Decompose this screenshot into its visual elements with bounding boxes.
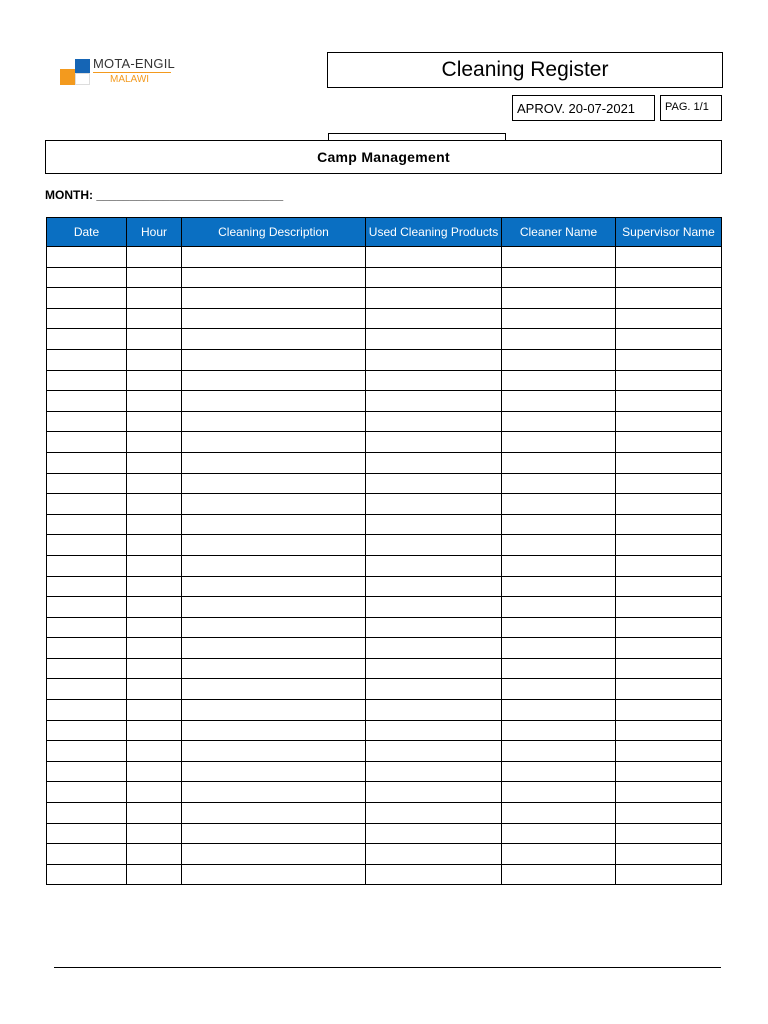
products-cell	[366, 555, 502, 576]
hour-cell	[127, 823, 182, 844]
company-logo	[60, 56, 180, 92]
products-cell	[366, 720, 502, 741]
table-row	[47, 658, 722, 679]
products-cell	[366, 597, 502, 618]
hour-cell	[127, 473, 182, 494]
date-cell	[47, 658, 127, 679]
table-row	[47, 452, 722, 473]
date-cell	[47, 370, 127, 391]
products-cell	[366, 452, 502, 473]
supervisor-cell	[616, 514, 722, 535]
table-row	[47, 267, 722, 288]
description-cell	[182, 514, 366, 535]
hour-cell	[127, 617, 182, 638]
cleaner-cell	[502, 679, 616, 700]
hour-cell	[127, 700, 182, 721]
date-cell	[47, 514, 127, 535]
logo-name: MOTA-ENGIL	[93, 56, 175, 71]
logo-square-orange	[60, 69, 75, 85]
table-row	[47, 597, 722, 618]
table-row	[47, 576, 722, 597]
date-cell	[47, 844, 127, 865]
supervisor-cell	[616, 597, 722, 618]
description-cell	[182, 844, 366, 865]
date-cell	[47, 329, 127, 350]
cleaner-cell	[502, 247, 616, 268]
supervisor-cell	[616, 267, 722, 288]
table-row	[47, 844, 722, 865]
cleaner-cell	[502, 761, 616, 782]
supervisor-cell	[616, 494, 722, 515]
table-row	[47, 823, 722, 844]
products-cell	[366, 700, 502, 721]
description-cell	[182, 247, 366, 268]
supervisor-cell	[616, 391, 722, 412]
products-cell	[366, 679, 502, 700]
hour-cell	[127, 267, 182, 288]
cleaner-cell	[502, 391, 616, 412]
supervisor-cell	[616, 473, 722, 494]
approval-date: APROV. 20-07-2021	[512, 95, 655, 121]
products-cell	[366, 514, 502, 535]
cleaner-cell	[502, 782, 616, 803]
cleaner-cell	[502, 473, 616, 494]
date-cell	[47, 494, 127, 515]
cleaner-cell	[502, 308, 616, 329]
column-header-hour: Hour	[127, 218, 182, 247]
products-cell	[366, 617, 502, 638]
description-cell	[182, 432, 366, 453]
description-cell	[182, 638, 366, 659]
date-cell	[47, 576, 127, 597]
date-cell	[47, 349, 127, 370]
hour-cell	[127, 329, 182, 350]
supervisor-cell	[616, 555, 722, 576]
table-row	[47, 494, 722, 515]
description-cell	[182, 720, 366, 741]
cleaner-cell	[502, 638, 616, 659]
page-number: PAG. 1/1	[660, 95, 722, 121]
hour-cell	[127, 452, 182, 473]
hour-cell	[127, 658, 182, 679]
hour-cell	[127, 370, 182, 391]
logo-square-blue	[75, 59, 90, 73]
hour-cell	[127, 247, 182, 268]
description-cell	[182, 288, 366, 309]
cleaner-cell	[502, 494, 616, 515]
supervisor-cell	[616, 247, 722, 268]
logo-square-white	[75, 73, 90, 85]
supervisor-cell	[616, 411, 722, 432]
supervisor-cell	[616, 782, 722, 803]
date-cell	[47, 782, 127, 803]
date-cell	[47, 803, 127, 824]
supervisor-cell	[616, 329, 722, 350]
cleaner-cell	[502, 597, 616, 618]
products-cell	[366, 247, 502, 268]
table-row	[47, 349, 722, 370]
logo-subtitle: MALAWI	[110, 74, 150, 85]
column-header-date: Date	[47, 218, 127, 247]
table-row	[47, 432, 722, 453]
date-cell	[47, 411, 127, 432]
column-header-cleaner-name: Cleaner Name	[502, 218, 616, 247]
hour-cell	[127, 514, 182, 535]
table-row	[47, 679, 722, 700]
description-cell	[182, 329, 366, 350]
table-body	[47, 247, 722, 885]
cleaner-cell	[502, 720, 616, 741]
supervisor-cell	[616, 864, 722, 885]
supervisor-cell	[616, 452, 722, 473]
table-row	[47, 864, 722, 885]
description-cell	[182, 535, 366, 556]
description-cell	[182, 555, 366, 576]
month-field: MONTH: ____________________________	[45, 188, 284, 202]
supervisor-cell	[616, 617, 722, 638]
supervisor-cell	[616, 288, 722, 309]
hour-cell	[127, 679, 182, 700]
cleaner-cell	[502, 617, 616, 638]
products-cell	[366, 741, 502, 762]
description-cell	[182, 267, 366, 288]
description-cell	[182, 308, 366, 329]
date-cell	[47, 823, 127, 844]
date-cell	[47, 391, 127, 412]
date-cell	[47, 679, 127, 700]
date-cell	[47, 247, 127, 268]
date-cell	[47, 452, 127, 473]
products-cell	[366, 432, 502, 453]
supervisor-cell	[616, 720, 722, 741]
products-cell	[366, 844, 502, 865]
date-cell	[47, 761, 127, 782]
document-title: Cleaning Register	[327, 52, 723, 88]
description-cell	[182, 803, 366, 824]
description-cell	[182, 823, 366, 844]
hour-cell	[127, 432, 182, 453]
table-row	[47, 391, 722, 412]
table-row	[47, 638, 722, 659]
table-row	[47, 514, 722, 535]
cleaner-cell	[502, 411, 616, 432]
table-row	[47, 535, 722, 556]
date-cell	[47, 638, 127, 659]
hour-cell	[127, 576, 182, 597]
description-cell	[182, 700, 366, 721]
column-header-used-cleaning-products: Used Cleaning Products	[366, 218, 502, 247]
date-cell	[47, 473, 127, 494]
products-cell	[366, 638, 502, 659]
supervisor-cell	[616, 349, 722, 370]
cleaner-cell	[502, 514, 616, 535]
products-cell	[366, 288, 502, 309]
products-cell	[366, 494, 502, 515]
table-row	[47, 329, 722, 350]
cleaner-cell	[502, 844, 616, 865]
products-cell	[366, 658, 502, 679]
supervisor-cell	[616, 741, 722, 762]
description-cell	[182, 391, 366, 412]
products-cell	[366, 864, 502, 885]
hour-cell	[127, 844, 182, 865]
cleaner-cell	[502, 329, 616, 350]
cleaner-cell	[502, 267, 616, 288]
description-cell	[182, 494, 366, 515]
supervisor-cell	[616, 803, 722, 824]
logo-divider	[93, 72, 171, 73]
hour-cell	[127, 782, 182, 803]
hour-cell	[127, 864, 182, 885]
description-cell	[182, 741, 366, 762]
table-row	[47, 803, 722, 824]
hour-cell	[127, 349, 182, 370]
section-title: Camp Management	[45, 140, 722, 174]
footer-divider	[54, 967, 721, 968]
cleaner-cell	[502, 452, 616, 473]
table-header-row	[47, 218, 722, 247]
hour-cell	[127, 803, 182, 824]
description-cell	[182, 452, 366, 473]
hour-cell	[127, 391, 182, 412]
table-row	[47, 555, 722, 576]
cleaner-cell	[502, 864, 616, 885]
date-cell	[47, 617, 127, 638]
table-row	[47, 782, 722, 803]
description-cell	[182, 761, 366, 782]
table-row	[47, 700, 722, 721]
cleaner-cell	[502, 803, 616, 824]
table-row	[47, 761, 722, 782]
cleaner-cell	[502, 349, 616, 370]
products-cell	[366, 535, 502, 556]
date-cell	[47, 597, 127, 618]
cleaner-cell	[502, 823, 616, 844]
products-cell	[366, 349, 502, 370]
hour-cell	[127, 411, 182, 432]
products-cell	[366, 391, 502, 412]
supervisor-cell	[616, 844, 722, 865]
table-row	[47, 411, 722, 432]
table-row	[47, 370, 722, 391]
date-cell	[47, 308, 127, 329]
cleaner-cell	[502, 658, 616, 679]
column-header-cleaning-description: Cleaning Description	[182, 218, 366, 247]
date-cell	[47, 720, 127, 741]
hour-cell	[127, 494, 182, 515]
description-cell	[182, 576, 366, 597]
products-cell	[366, 803, 502, 824]
cleaner-cell	[502, 555, 616, 576]
products-cell	[366, 329, 502, 350]
description-cell	[182, 370, 366, 391]
description-cell	[182, 617, 366, 638]
supervisor-cell	[616, 823, 722, 844]
description-cell	[182, 679, 366, 700]
date-cell	[47, 267, 127, 288]
products-cell	[366, 411, 502, 432]
supervisor-cell	[616, 432, 722, 453]
supervisor-cell	[616, 370, 722, 391]
supervisor-cell	[616, 535, 722, 556]
products-cell	[366, 473, 502, 494]
date-cell	[47, 288, 127, 309]
table-row	[47, 617, 722, 638]
supervisor-cell	[616, 638, 722, 659]
cleaner-cell	[502, 700, 616, 721]
date-cell	[47, 864, 127, 885]
date-cell	[47, 535, 127, 556]
hour-cell	[127, 535, 182, 556]
date-cell	[47, 741, 127, 762]
hour-cell	[127, 761, 182, 782]
hour-cell	[127, 638, 182, 659]
cleaner-cell	[502, 288, 616, 309]
table-row	[47, 720, 722, 741]
hour-cell	[127, 308, 182, 329]
cleaner-cell	[502, 576, 616, 597]
supervisor-cell	[616, 658, 722, 679]
table-row	[47, 288, 722, 309]
cleaner-cell	[502, 535, 616, 556]
date-cell	[47, 555, 127, 576]
supervisor-cell	[616, 761, 722, 782]
products-cell	[366, 782, 502, 803]
description-cell	[182, 597, 366, 618]
products-cell	[366, 823, 502, 844]
cleaner-cell	[502, 741, 616, 762]
date-cell	[47, 432, 127, 453]
cleaner-cell	[502, 370, 616, 391]
description-cell	[182, 411, 366, 432]
hour-cell	[127, 720, 182, 741]
hour-cell	[127, 555, 182, 576]
table-row	[47, 473, 722, 494]
products-cell	[366, 576, 502, 597]
products-cell	[366, 267, 502, 288]
description-cell	[182, 658, 366, 679]
products-cell	[366, 761, 502, 782]
hour-cell	[127, 741, 182, 762]
table-row	[47, 741, 722, 762]
description-cell	[182, 349, 366, 370]
supervisor-cell	[616, 700, 722, 721]
description-cell	[182, 864, 366, 885]
cleaner-cell	[502, 432, 616, 453]
cleaning-register-table	[46, 217, 722, 885]
description-cell	[182, 782, 366, 803]
description-cell	[182, 473, 366, 494]
column-header-supervisor-name: Supervisor Name	[616, 218, 722, 247]
hour-cell	[127, 288, 182, 309]
table-row	[47, 308, 722, 329]
date-cell	[47, 700, 127, 721]
supervisor-cell	[616, 679, 722, 700]
hour-cell	[127, 597, 182, 618]
table-row	[47, 247, 722, 268]
products-cell	[366, 370, 502, 391]
supervisor-cell	[616, 576, 722, 597]
products-cell	[366, 308, 502, 329]
supervisor-cell	[616, 308, 722, 329]
